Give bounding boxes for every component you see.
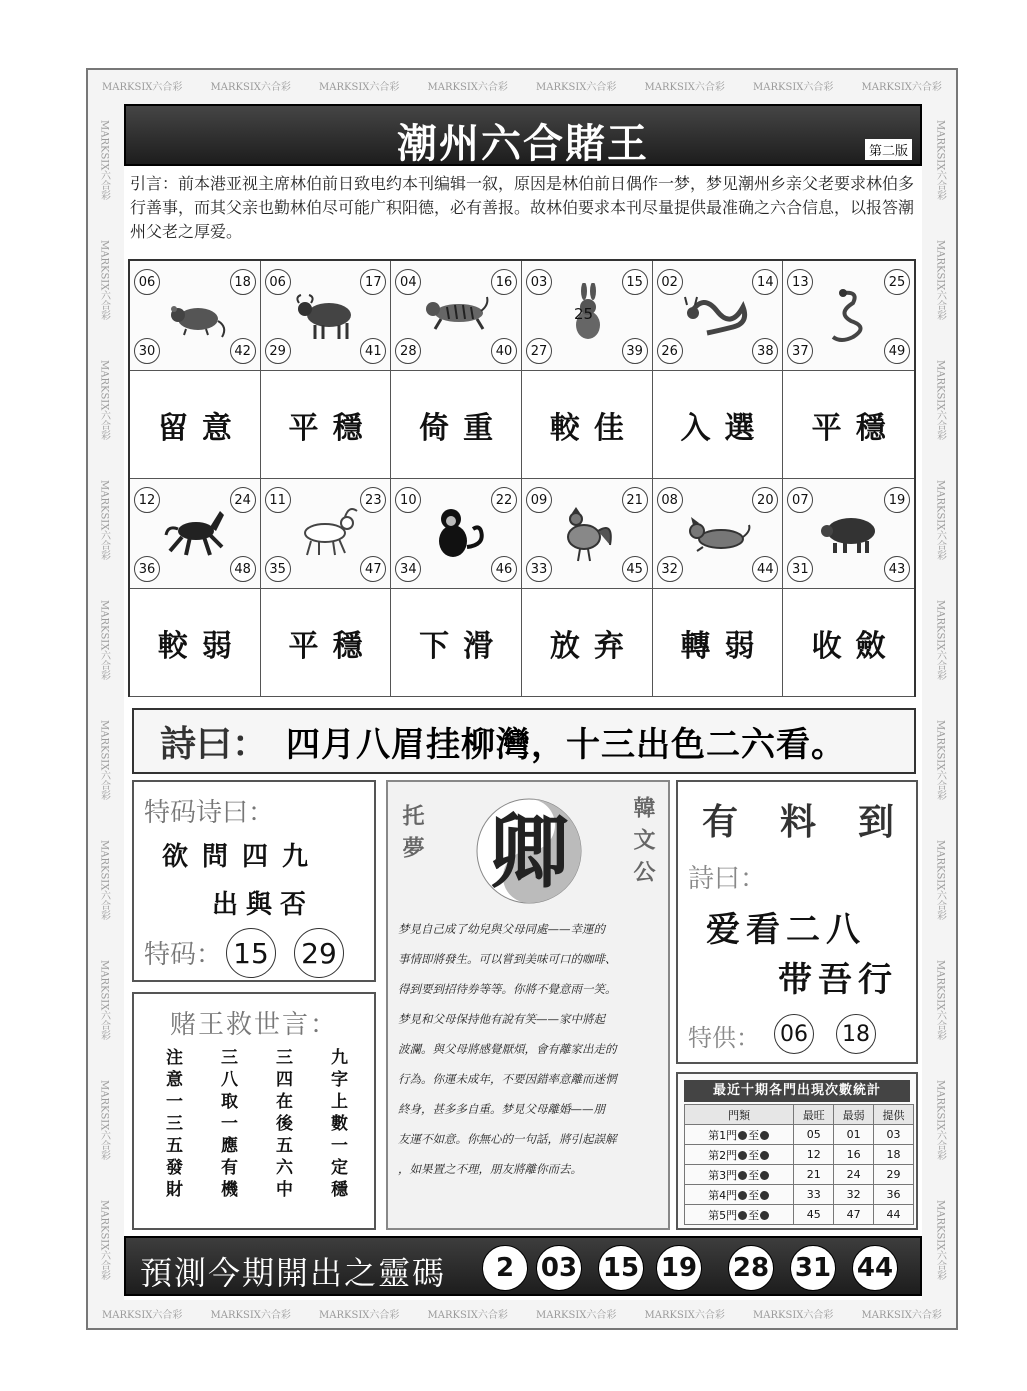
dream-line: 友運不如意。你無心的一句話，將引起誤解 xyxy=(398,1132,617,1146)
watermark: MARKSIX六合彩 xyxy=(98,599,110,681)
verdict-text: 轉弱 xyxy=(680,628,769,664)
min-cell: 47 xyxy=(834,1205,874,1225)
watermark: MARKSIX六合彩 xyxy=(536,1309,617,1321)
number-circle: 02 xyxy=(657,269,683,295)
watermark: MARKSIX六合彩 xyxy=(934,719,946,801)
watermark: MARKSIX六合彩 xyxy=(427,81,508,93)
page-frame xyxy=(86,68,958,1330)
number-circle: 35 xyxy=(265,556,291,582)
watermark: MARKSIX六合彩 xyxy=(934,359,946,441)
ball-dot-icon xyxy=(738,1211,747,1220)
range-label: 至 xyxy=(748,1188,760,1202)
max-cell: 45 xyxy=(794,1205,834,1225)
offer-cell: 18 xyxy=(874,1145,914,1165)
number-circle: 26 xyxy=(657,338,683,364)
zodiac-cell xyxy=(783,261,914,371)
number-circle: 25 xyxy=(884,269,910,295)
youliao-number-1: 06 xyxy=(774,1014,814,1054)
watermark: MARKSIX六合彩 xyxy=(98,119,110,201)
watermark: MARKSIX六合彩 xyxy=(98,719,110,801)
number-circle: 30 xyxy=(134,338,160,364)
saying-box xyxy=(132,992,376,1230)
saying-columns xyxy=(160,1048,350,1202)
rooster-icon xyxy=(552,501,622,567)
watermark: MARKSIX六合彩 xyxy=(644,81,725,93)
offer-cell: 03 xyxy=(874,1125,914,1145)
watermark: MARKSIX六合彩 xyxy=(98,959,110,1041)
youliao-heading-char: 料 xyxy=(779,802,816,843)
verdict-text: 放弃 xyxy=(549,628,638,664)
saying-column: 注意一三五發財 xyxy=(162,1048,182,1202)
number-circle: 10 xyxy=(395,487,421,513)
watermark: MARKSIX六合彩 xyxy=(934,479,946,561)
youliao-number-2: 18 xyxy=(836,1014,876,1054)
stats-box xyxy=(676,1072,918,1230)
dream-line: 梦見和父母保持他有說有笑——家中將起 xyxy=(398,1012,605,1026)
page-content xyxy=(124,104,922,1300)
number-circle: 09 xyxy=(526,487,552,513)
verdict-cell xyxy=(653,371,784,479)
number-circle: 08 xyxy=(657,487,683,513)
watermark: MARKSIX六合彩 xyxy=(319,81,400,93)
overlay-number: 25 xyxy=(574,305,594,323)
max-cell: 05 xyxy=(794,1125,834,1145)
youliao-heading-char: 到 xyxy=(857,802,894,843)
ball-dot-icon xyxy=(760,1191,769,1200)
snake-icon xyxy=(813,283,883,349)
table-header-row xyxy=(685,1105,914,1125)
poem-banner xyxy=(132,708,916,774)
stats-title: 最近十期各門出現次數統計 xyxy=(684,1080,910,1102)
number-circle: 21 xyxy=(622,487,648,513)
watermark: MARKSIX六合彩 xyxy=(210,81,291,93)
table-row xyxy=(685,1145,914,1165)
number-circle: 38 xyxy=(752,338,778,364)
number-circle: 34 xyxy=(395,556,421,582)
watermark: MARKSIX六合彩 xyxy=(934,119,946,201)
youliao-poem-label: 詩曰： xyxy=(688,864,767,894)
min-cell: 01 xyxy=(834,1125,874,1145)
watermark: MARKSIX六合彩 xyxy=(861,1309,942,1321)
verdict-cell xyxy=(391,589,522,697)
saying-column: 三四在後五六中 xyxy=(272,1048,292,1202)
door-label: 第5門 xyxy=(708,1208,738,1222)
watermark: MARKSIX六合彩 xyxy=(319,1309,400,1321)
table-row xyxy=(685,1205,914,1225)
number-circle: 17 xyxy=(360,269,386,295)
page-header xyxy=(124,104,922,166)
door-label: 第4門 xyxy=(708,1188,738,1202)
watermark-strip-right xyxy=(924,100,956,1300)
watermark: MARKSIX六合彩 xyxy=(934,1079,946,1161)
tema-number-1: 15 xyxy=(226,928,276,978)
watermark: MARKSIX六合彩 xyxy=(102,1309,183,1321)
dream-line: 梦見自己成了幼兒與父母同處——幸運的 xyxy=(398,922,605,936)
number-circle: 44 xyxy=(752,556,778,582)
offer-cell: 44 xyxy=(874,1205,914,1225)
max-cell: 21 xyxy=(794,1165,834,1185)
number-circle: 47 xyxy=(360,556,386,582)
seal-glyph: 卿 xyxy=(489,805,569,899)
zodiac-cell xyxy=(130,261,261,371)
ball-dot-icon xyxy=(738,1151,747,1160)
number-circle: 06 xyxy=(265,269,291,295)
watermark-strip-top xyxy=(88,70,956,100)
tema-label: 特码： xyxy=(144,940,223,970)
monkey-icon xyxy=(421,501,491,567)
ball-dot-icon xyxy=(738,1131,747,1140)
door-cell xyxy=(685,1185,794,1205)
verdict-cell xyxy=(130,371,261,479)
column-header: 最旺 xyxy=(794,1105,834,1125)
zodiac-cell xyxy=(261,479,392,589)
prediction-label: 預測今期開出之靈碼 xyxy=(140,1254,447,1292)
edition-label: 第二版 xyxy=(865,139,912,160)
saying-column: 三八取一應有機 xyxy=(217,1048,237,1202)
ball-dot-icon xyxy=(760,1171,769,1180)
number-circle: 42 xyxy=(230,338,256,364)
verdict-text: 平穩 xyxy=(288,410,377,446)
watermark: MARKSIX六合彩 xyxy=(934,239,946,321)
watermark: MARKSIX六合彩 xyxy=(753,81,834,93)
verdict-text: 下滑 xyxy=(419,628,508,664)
zodiac-cell xyxy=(391,479,522,589)
verdict-text: 留意 xyxy=(157,410,246,446)
tema-heading: 特码诗曰： xyxy=(144,798,275,828)
lucky-number-ball: 2 xyxy=(482,1245,528,1291)
watermark-strip-bottom xyxy=(88,1298,956,1328)
saying-heading: 赌王救世言： xyxy=(169,1010,338,1040)
watermark: MARKSIX六合彩 xyxy=(427,1309,508,1321)
ball-dot-icon xyxy=(760,1151,769,1160)
page-title: 潮州六合賭王 xyxy=(397,121,649,167)
watermark: MARKSIX六合彩 xyxy=(98,479,110,561)
number-circle: 04 xyxy=(395,269,421,295)
door-label: 第2門 xyxy=(708,1148,738,1162)
max-cell: 33 xyxy=(794,1185,834,1205)
verdict-cell xyxy=(653,589,784,697)
number-circle: 15 xyxy=(622,269,648,295)
ox-icon xyxy=(291,283,361,349)
tema-line-1: 欲問四九 xyxy=(162,842,323,872)
door-cell xyxy=(685,1125,794,1145)
watermark: MARKSIX六合彩 xyxy=(536,81,617,93)
number-circle: 37 xyxy=(787,338,813,364)
range-label: 至 xyxy=(748,1168,760,1182)
ball-dot-icon xyxy=(760,1211,769,1220)
number-circle: 49 xyxy=(884,338,910,364)
door-cell xyxy=(685,1145,794,1165)
watermark: MARKSIX六合彩 xyxy=(934,959,946,1041)
lucky-number-ball: 03 xyxy=(536,1245,582,1291)
yin-yang-seal xyxy=(464,796,594,906)
youliao-box xyxy=(676,780,918,1064)
number-circle: 46 xyxy=(491,556,517,582)
door-label: 第1門 xyxy=(708,1128,738,1142)
watermark: MARKSIX六合彩 xyxy=(934,839,946,921)
number-circle: 22 xyxy=(491,487,517,513)
verdict-text: 較弱 xyxy=(157,628,246,664)
table-row xyxy=(685,1165,914,1185)
column-header: 最弱 xyxy=(834,1105,874,1125)
zodiac-cell xyxy=(522,479,653,589)
zodiac-cell xyxy=(653,261,784,371)
column-header: 門類 xyxy=(685,1105,794,1125)
poem-label: 詩曰： xyxy=(160,723,269,765)
watermark: MARKSIX六合彩 xyxy=(98,839,110,921)
watermark: MARKSIX六合彩 xyxy=(861,81,942,93)
youliao-offer-label: 特供： xyxy=(688,1024,760,1052)
max-cell: 12 xyxy=(794,1145,834,1165)
lucky-number-ball: 28 xyxy=(728,1245,774,1291)
watermark: MARKSIX六合彩 xyxy=(934,1199,946,1281)
zodiac-cell xyxy=(261,261,392,371)
intro-text: 引言：前本港亚视主席林伯前日致电约本刊编辑一叙，原因是林伯前日偶作一梦，梦见潮州乡亲父老要求林伯多行善事，而其父亲也勤林伯尽可能广积阳德，必有善报。故林伯要求本刊尽量提供最准确之六合信息，以报答潮州父老之厚爱。 xyxy=(130,174,915,241)
dream-line: 行為。你運未成年，不要因錯率意離而迷惘 xyxy=(398,1072,617,1086)
number-circle: 33 xyxy=(526,556,552,582)
number-circle: 14 xyxy=(752,269,778,295)
number-circle: 43 xyxy=(884,556,910,582)
pig-icon xyxy=(813,501,883,567)
dream-line: 波瀾。與父母將感覺厭煩，會有離家出走的 xyxy=(398,1042,617,1056)
watermark: MARKSIX六合彩 xyxy=(102,81,183,93)
table-row xyxy=(685,1125,914,1145)
number-circle: 48 xyxy=(230,556,256,582)
zodiac-cell xyxy=(522,261,653,371)
tema-line-2: 出與否 xyxy=(212,890,315,920)
number-circle: 28 xyxy=(395,338,421,364)
offer-cell: 36 xyxy=(874,1185,914,1205)
verdict-text: 入選 xyxy=(680,410,769,446)
number-circle: 27 xyxy=(526,338,552,364)
lucky-number-ball: 44 xyxy=(852,1245,898,1291)
verdict-cell xyxy=(130,589,261,697)
dream-body xyxy=(398,914,664,1184)
dream-line: 事情即將發生。可以嘗到美味可口的咖啡、 xyxy=(398,952,617,966)
range-label: 至 xyxy=(748,1128,760,1142)
column-header: 提供 xyxy=(874,1105,914,1125)
number-circle: 32 xyxy=(657,556,683,582)
min-cell: 24 xyxy=(834,1165,874,1185)
min-cell: 16 xyxy=(834,1145,874,1165)
youliao-line-2: 带吾行 xyxy=(778,960,898,1000)
number-circle: 45 xyxy=(622,556,648,582)
ball-dot-icon xyxy=(738,1191,747,1200)
number-circle: 24 xyxy=(230,487,256,513)
watermark: MARKSIX六合彩 xyxy=(98,1199,110,1281)
dream-box xyxy=(386,780,670,1230)
verdict-text: 平穩 xyxy=(288,628,377,664)
youliao-heading xyxy=(688,794,908,845)
watermark: MARKSIX六合彩 xyxy=(210,1309,291,1321)
watermark: MARKSIX六合彩 xyxy=(644,1309,725,1321)
dream-line: 得到要到招待券等等。你將不覺意雨一笑。 xyxy=(398,982,617,996)
number-circle: 40 xyxy=(491,338,517,364)
number-circle: 06 xyxy=(134,269,160,295)
watermark: MARKSIX六合彩 xyxy=(934,599,946,681)
number-circle: 07 xyxy=(787,487,813,513)
watermark: MARKSIX六合彩 xyxy=(98,1079,110,1161)
rat-icon xyxy=(160,283,230,349)
number-circle: 12 xyxy=(134,487,160,513)
tema-poem-box xyxy=(132,780,376,982)
number-circle: 31 xyxy=(787,556,813,582)
ball-dot-icon xyxy=(760,1131,769,1140)
lucky-number-ball: 15 xyxy=(598,1245,644,1291)
verdict-text: 收斂 xyxy=(811,628,900,664)
lucky-number-ball: 31 xyxy=(790,1245,836,1291)
verdict-text: 倚重 xyxy=(419,410,508,446)
ball-dot-icon xyxy=(738,1171,747,1180)
number-circle: 29 xyxy=(265,338,291,364)
watermark-strip-left xyxy=(88,100,120,1300)
zodiac-cell xyxy=(391,261,522,371)
verdict-cell xyxy=(783,589,914,697)
zodiac-cell xyxy=(653,479,784,589)
number-circle: 19 xyxy=(884,487,910,513)
number-circle: 39 xyxy=(622,338,648,364)
dream-left-label: 托夢 xyxy=(399,804,424,868)
verdict-cell xyxy=(261,589,392,697)
number-circle: 41 xyxy=(360,338,386,364)
poem-text: 四月八眉挂柳灣，十三出色二六看。 xyxy=(286,724,847,765)
verdict-cell xyxy=(391,371,522,479)
saying-column: 九字上數一定穩 xyxy=(327,1048,347,1202)
stats-table xyxy=(684,1104,914,1225)
horse-icon xyxy=(160,501,230,567)
zodiac-grid xyxy=(128,259,916,697)
goat-icon xyxy=(291,501,361,567)
verdict-cell xyxy=(522,371,653,479)
table-row xyxy=(685,1185,914,1205)
door-cell xyxy=(685,1205,794,1225)
min-cell: 32 xyxy=(834,1185,874,1205)
range-label: 至 xyxy=(748,1208,760,1222)
tiger-icon xyxy=(421,283,491,349)
verdict-cell xyxy=(261,371,392,479)
tema-number-2: 29 xyxy=(294,928,344,978)
youliao-line-1: 爱看二八 xyxy=(706,910,866,950)
door-label: 第3門 xyxy=(708,1168,738,1182)
prediction-footer xyxy=(124,1236,922,1296)
number-circle: 20 xyxy=(752,487,778,513)
watermark: MARKSIX六合彩 xyxy=(98,239,110,321)
number-circle: 18 xyxy=(230,269,256,295)
dog-icon xyxy=(683,501,753,567)
verdict-cell xyxy=(522,589,653,697)
range-label: 至 xyxy=(748,1148,760,1162)
number-circle: 03 xyxy=(526,269,552,295)
number-circle: 16 xyxy=(491,269,517,295)
zodiac-cell xyxy=(783,479,914,589)
verdict-text: 較佳 xyxy=(549,410,638,446)
number-circle: 13 xyxy=(787,269,813,295)
number-circle: 36 xyxy=(134,556,160,582)
youliao-heading-char: 有 xyxy=(702,802,739,843)
dream-line: 終身，甚多多自重。梦見父母離婚——朋 xyxy=(398,1102,605,1116)
door-cell xyxy=(685,1165,794,1185)
verdict-cell xyxy=(783,371,914,479)
number-circle: 23 xyxy=(360,487,386,513)
watermark: MARKSIX六合彩 xyxy=(98,359,110,441)
dream-right-label: 韓文公 xyxy=(630,796,655,892)
lucky-number-ball: 19 xyxy=(656,1245,702,1291)
offer-cell: 29 xyxy=(874,1165,914,1185)
watermark: MARKSIX六合彩 xyxy=(753,1309,834,1321)
number-circle: 11 xyxy=(265,487,291,513)
dream-line: ，如果置之不理，朋友將離你而去。 xyxy=(398,1162,582,1176)
dragon-icon xyxy=(683,283,753,349)
verdict-text: 平穩 xyxy=(811,410,900,446)
zodiac-cell xyxy=(130,479,261,589)
